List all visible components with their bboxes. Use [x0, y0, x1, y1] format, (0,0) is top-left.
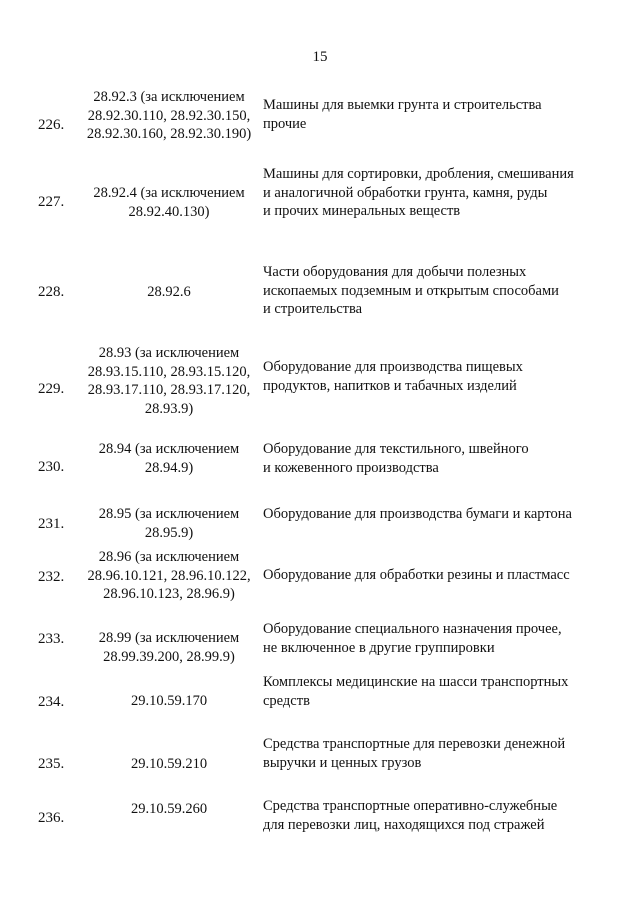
code-line: 28.95 (за исключением [98, 506, 240, 522]
item-description [263, 566, 603, 585]
code-line: 28.92.4 (за исключением [93, 185, 245, 201]
description-line: Оборудование для текстильного, швейного [263, 441, 529, 457]
okpd-code [78, 184, 260, 221]
item-description [263, 735, 603, 772]
description-line: и аналогичной обработки грунта, камня, руды [263, 184, 548, 201]
row-number: 230. [38, 459, 65, 475]
code-line: 28.96.10.121, 28.96.10.122, [87, 567, 251, 584]
code-line: 29.10.59.170 [130, 693, 208, 709]
code-line: 28.96.10.123, 28.96.9) [103, 586, 235, 602]
row-number: 227. [38, 194, 65, 210]
row-number: 236. [38, 810, 65, 826]
okpd-code [78, 800, 260, 819]
description-line: и прочих минеральных веществ [263, 203, 461, 219]
description-line: не включенное в другие группировки [263, 639, 495, 656]
item-description [263, 96, 603, 133]
item-description [263, 440, 603, 477]
code-line: 28.93.17.110, 28.93.17.120, [87, 382, 251, 398]
description-line: Средства транспортные оперативно-служебные [263, 798, 558, 814]
code-line: 28.92.30.160, 28.92.30.190) [86, 126, 252, 142]
description-line: и строительства [263, 301, 363, 317]
code-line: 28.93 (за исключением [98, 345, 240, 361]
okpd-code [78, 629, 260, 666]
description-line: ископаемых подземным и открытым способами [263, 282, 559, 299]
okpd-code [78, 692, 260, 711]
description-line: прочие [263, 115, 307, 132]
description-line: продуктов, напитков и табачных изделий [263, 377, 517, 394]
row-number: 232. [38, 569, 65, 585]
row-number: 233. [38, 631, 65, 647]
code-line: 28.92.3 (за исключением [93, 89, 245, 105]
code-line: 28.94.9) [144, 459, 194, 476]
code-line: 28.95.9) [144, 524, 194, 541]
code-line: 28.99 (за исключением [98, 630, 240, 646]
code-line: 29.10.59.260 [130, 801, 208, 817]
item-description [263, 165, 603, 221]
description-line: Средства транспортные для перевозки денежной [263, 736, 566, 752]
okpd-code [78, 440, 260, 477]
row-number: 226. [38, 117, 65, 133]
row-number: 234. [38, 694, 65, 710]
code-line: 29.10.59.210 [130, 756, 208, 772]
okpd-code [78, 548, 260, 604]
row-number: 228. [38, 284, 65, 300]
item-description [263, 797, 603, 834]
description-line: Части оборудования для добычи полезных [263, 264, 527, 280]
description-line: для перевозки лиц, находящихся под стражей [263, 816, 545, 833]
code-line: 28.94 (за исключением [98, 441, 240, 457]
page-number: 15 [312, 49, 328, 65]
okpd-code [78, 755, 260, 774]
code-line: 28.96 (за исключением [98, 549, 240, 565]
okpd-code [78, 88, 260, 144]
description-line: Оборудование для производства бумаги и картона [263, 506, 572, 522]
code-line: 28.92.40.130) [128, 203, 210, 220]
code-line: 28.92.30.110, 28.92.30.150, [87, 107, 251, 124]
okpd-code [78, 505, 260, 542]
description-line: Оборудование для производства пищевых [263, 359, 523, 375]
code-line: 28.93.9) [144, 400, 194, 417]
description-line: и кожевенного производства [263, 459, 439, 476]
row-number: 231. [38, 516, 65, 532]
description-line: Оборудование специального назначения прочее, [263, 621, 562, 637]
description-line: выручки и ценных грузов [263, 754, 422, 771]
description-line: Машины для сортировки, дробления, смешивания [263, 166, 574, 182]
item-description [263, 263, 603, 319]
okpd-code [78, 344, 260, 418]
row-number: 229. [38, 381, 65, 397]
code-line: 28.92.6 [147, 284, 191, 300]
okpd-code [78, 283, 260, 302]
code-line: 28.93.15.110, 28.93.15.120, [87, 363, 251, 380]
item-description [263, 358, 603, 395]
row-number: 235. [38, 756, 65, 772]
description-line: средств [263, 692, 310, 709]
description-line: Комплексы медицинские на шасси транспортных [263, 674, 569, 690]
item-description [263, 673, 603, 710]
item-description [263, 505, 603, 524]
code-line: 28.99.39.200, 28.99.9) [103, 648, 235, 665]
description-line: Оборудование для обработки резины и пластмасс [263, 567, 570, 583]
item-description [263, 620, 603, 657]
description-line: Машины для выемки грунта и строительства [263, 97, 542, 113]
